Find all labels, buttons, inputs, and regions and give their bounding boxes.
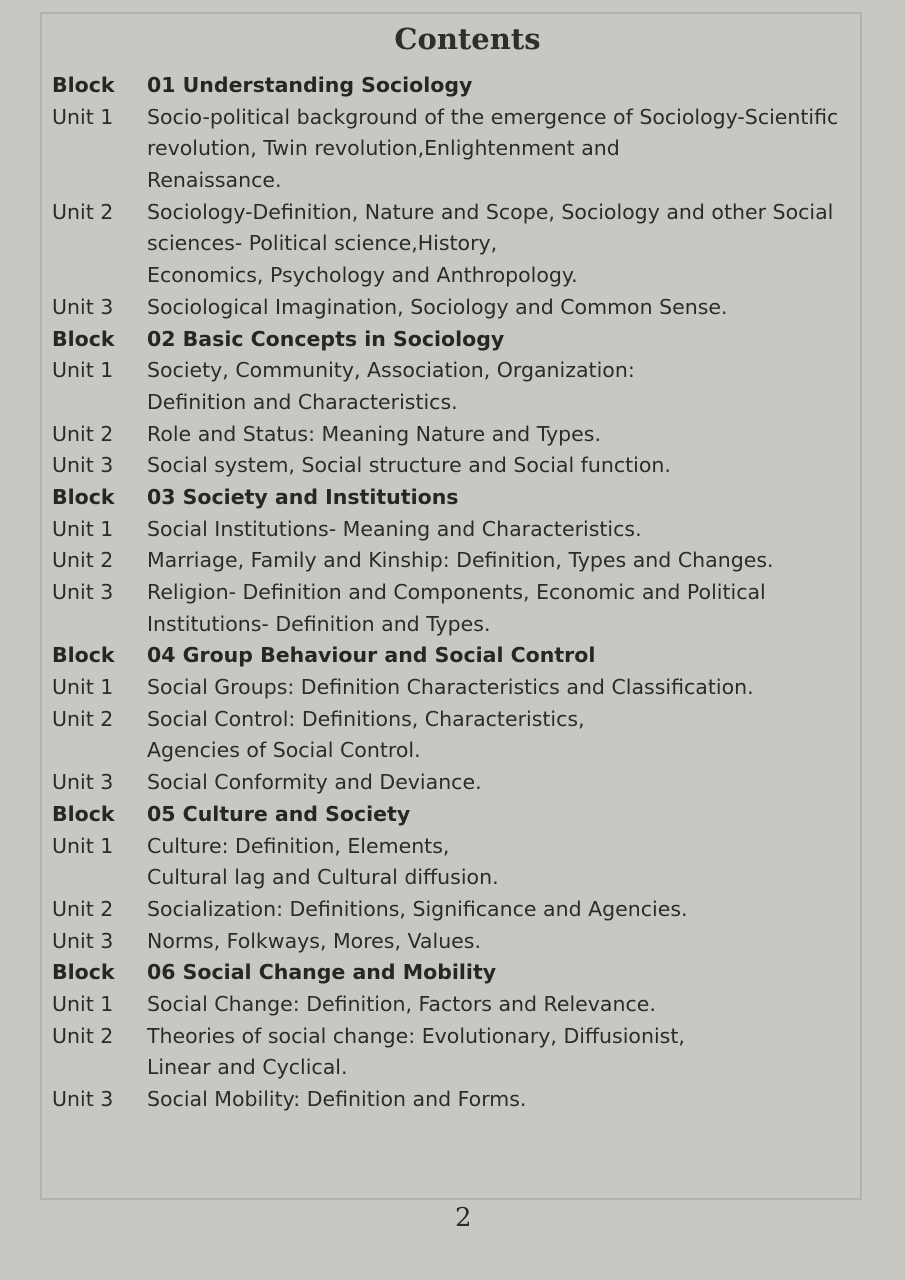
unit-label: Unit 1 <box>52 833 114 858</box>
unit-label <box>52 862 147 894</box>
block-heading-row <box>52 799 892 831</box>
unit-line <box>52 228 892 260</box>
unit-text: Sociology-Definition, Nature and Scope, Sociology and other Social <box>147 199 834 224</box>
unit-line <box>52 419 892 451</box>
unit-line <box>52 387 892 419</box>
unit-text: Socialization: Definitions, Significance and Agencies. <box>147 896 688 921</box>
unit-line <box>52 735 892 767</box>
unit-text: Role and Status: Meaning Nature and Types. <box>147 421 601 446</box>
table-of-contents <box>52 70 892 1116</box>
unit-label: Unit 2 <box>52 706 114 731</box>
unit-line <box>52 989 892 1021</box>
unit-line <box>52 609 892 641</box>
unit-text: Linear and Cyclical. <box>147 1055 348 1080</box>
unit-text: Social Control: Definitions, Characteristics, <box>147 706 585 731</box>
block-label: Block <box>52 960 115 985</box>
unit-label: Unit 3 <box>52 1087 114 1111</box>
unit-line <box>52 1021 892 1053</box>
unit-text: Agencies of Social Control. <box>147 738 421 763</box>
unit-label <box>52 165 147 197</box>
unit-text: revolution, Twin revolution,Enlightenment and <box>147 136 620 161</box>
unit-text: Norms, Folkways, Mores, Values. <box>147 928 481 953</box>
unit-line <box>52 545 892 577</box>
unit-line <box>52 672 892 704</box>
unit-text: Sociological Imagination, Sociology and Common Sense. <box>147 294 728 319</box>
unit-text: Definition and Characteristics. <box>147 389 458 414</box>
block-label: Block <box>52 326 115 351</box>
block-label: Block <box>52 801 115 826</box>
unit-label <box>52 133 147 165</box>
unit-text: Social Institutions- Meaning and Characteristics. <box>147 516 642 541</box>
unit-line <box>52 450 892 482</box>
unit-text: Social Conformity and Deviance. <box>147 770 482 795</box>
unit-line <box>52 831 892 863</box>
unit-text: Institutions- Definition and Types. <box>147 611 491 636</box>
block-heading-row <box>52 482 892 514</box>
page-title: Contents <box>394 22 541 56</box>
unit-line <box>52 165 892 197</box>
unit-line <box>52 894 892 926</box>
unit-text: Cultural lag and Cultural diffusion. <box>147 865 499 890</box>
unit-text: Social system, Social structure and Social function. <box>147 453 671 478</box>
unit-line <box>52 1052 892 1084</box>
unit-label: Unit 2 <box>52 896 114 921</box>
block-heading-row <box>52 957 892 989</box>
block-title: 03 Society and Institutions <box>147 484 459 509</box>
unit-text: Social Change: Definition, Factors and Relevance. <box>147 991 656 1016</box>
unit-label: Unit 2 <box>52 548 114 573</box>
unit-line <box>52 355 892 387</box>
unit-label: Unit 2 <box>52 199 114 224</box>
page-number: 2 <box>455 1203 472 1233</box>
block-title: 04 Group Behaviour and Social Control <box>147 643 596 668</box>
block-heading-row <box>52 70 892 102</box>
unit-label: Unit 3 <box>52 770 114 795</box>
unit-text: Culture: Definition, Elements, <box>147 833 450 858</box>
unit-label <box>52 735 147 767</box>
unit-label: Unit 1 <box>52 358 114 383</box>
block-label: Block <box>52 73 115 97</box>
unit-label: Unit 2 <box>52 1023 114 1048</box>
unit-text: Social Groups: Definition Characteristics and Classification. <box>147 675 754 700</box>
unit-label: Unit 3 <box>52 580 114 604</box>
unit-label: Unit 1 <box>52 516 114 541</box>
unit-line <box>52 514 892 546</box>
unit-line <box>52 102 892 134</box>
unit-line <box>52 197 892 229</box>
block-title: 06 Social Change and Mobility <box>147 960 497 985</box>
unit-label <box>52 1052 147 1084</box>
unit-label <box>52 387 147 419</box>
block-title: 01 Understanding Sociology <box>147 73 473 97</box>
unit-label: Unit 1 <box>52 104 114 129</box>
unit-line <box>52 767 892 799</box>
block-title: 05 Culture and Society <box>147 801 411 826</box>
unit-line <box>52 292 892 324</box>
block-heading-row <box>52 640 892 672</box>
unit-label <box>52 228 147 260</box>
unit-text: Economics, Psychology and Anthropology. <box>147 263 578 288</box>
unit-label: Unit 1 <box>52 675 114 700</box>
unit-text: Social Mobility: Definition and Forms. <box>147 1087 527 1111</box>
unit-label: Unit 2 <box>52 421 114 446</box>
unit-label: Unit 3 <box>52 294 114 319</box>
unit-text: Religion- Definition and Components, Economic and Political <box>147 580 766 604</box>
unit-line <box>52 926 892 958</box>
block-label: Block <box>52 643 115 668</box>
unit-line <box>52 1084 892 1116</box>
unit-label: Unit 3 <box>52 928 114 953</box>
unit-line <box>52 260 892 292</box>
unit-text: Marriage, Family and Kinship: Definition, Types and Changes. <box>147 548 774 573</box>
block-heading-row <box>52 324 892 356</box>
block-title: 02 Basic Concepts in Sociology <box>147 326 505 351</box>
unit-line <box>52 133 892 165</box>
unit-label <box>52 260 147 292</box>
unit-text: sciences- Political science,History, <box>147 231 498 256</box>
unit-line <box>52 862 892 894</box>
unit-label: Unit 1 <box>52 991 114 1016</box>
unit-label: Unit 3 <box>52 453 114 478</box>
unit-text: Theories of social change: Evolutionary, Diffusionist, <box>147 1023 685 1048</box>
unit-text: Society, Community, Association, Organization: <box>147 358 635 383</box>
unit-text: Socio-political background of the emergence of Sociology-Scientific <box>147 104 839 129</box>
block-label: Block <box>52 484 115 509</box>
unit-line <box>52 704 892 736</box>
unit-label <box>52 609 147 641</box>
unit-line <box>52 577 892 609</box>
unit-text: Renaissance. <box>147 168 282 193</box>
